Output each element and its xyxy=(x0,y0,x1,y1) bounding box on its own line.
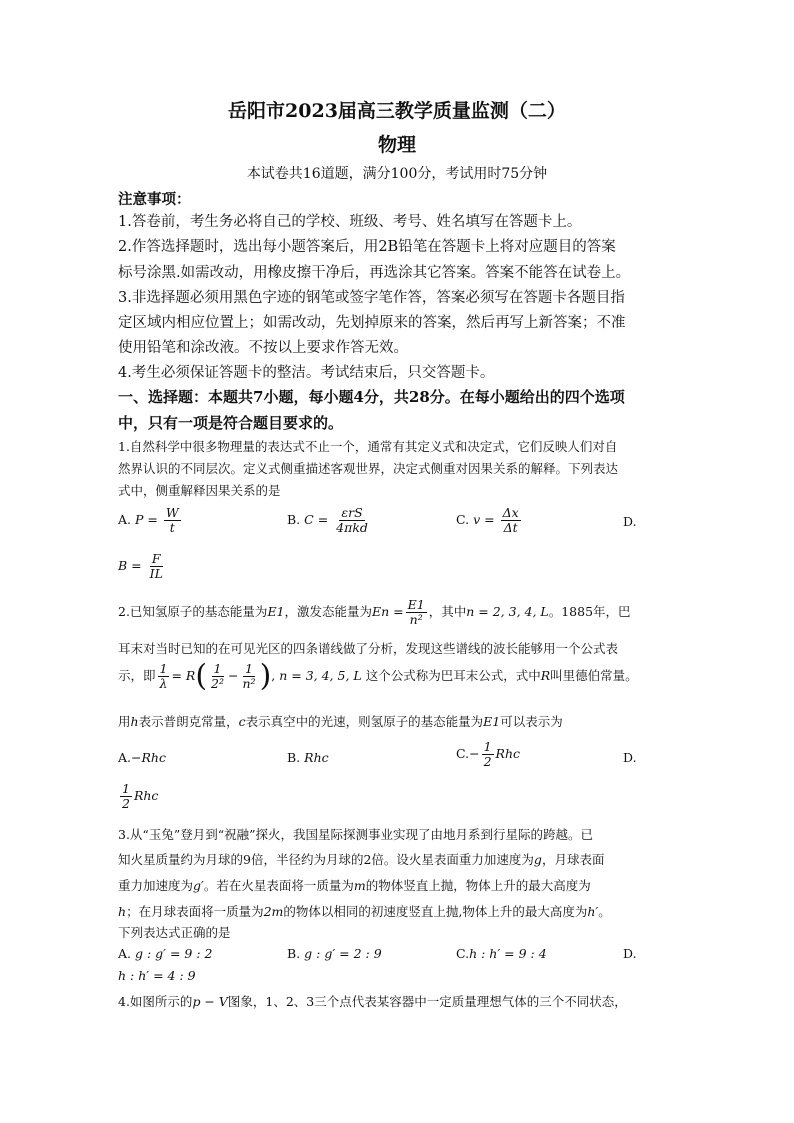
q2-option-d: $\frac{1}{2}$ Rhc xyxy=(122,781,159,811)
question-3-line-3: 重力加速度为g′。若在火星表面将一质量为m的物体竖直上抛，物体上升的最大高度为 xyxy=(118,878,591,893)
note-line: 使用铅笔和涂改液。不按以上要求作答无效。 xyxy=(118,340,408,356)
question-3-line-2: 知火星质量约为月球的9倍，半径约为月球的2倍。设火星表面重力加速度为g，月球表面 xyxy=(118,852,605,867)
page-title: 岳阳市2023届高三教学质量监测（二） xyxy=(228,100,566,122)
question-3-line-4: h；在月球表面将一质量为2m的物体以相同的初速度竖直上抛,物体上升的最大高度为h′。 xyxy=(118,904,611,919)
q3-option-b: B. g : g′ = 2 : 9 xyxy=(287,946,382,961)
question-4-line-1: 4.如图所示的p − V图象，1、2、3三个点代表某容器中一定质量理想气体的三个不同状态， xyxy=(118,994,627,1009)
q1-option-d: B = $\frac{F}{IL}$ xyxy=(118,551,163,581)
q3-option-c: C.h : h′ = 9 : 4 xyxy=(456,946,547,961)
right-paren: ) xyxy=(259,658,272,694)
q3-option-a: A. g : g′ = 9 : 2 xyxy=(118,946,213,961)
note-line: 定区域内相应位置上；如需改动，先划掉原来的答案，然后再写上新答案；不准 xyxy=(118,315,626,331)
fraction: $\frac{1}{\text{2²}}$ xyxy=(211,661,225,691)
q1-option-a: A. P = $\frac{W}{t}$ xyxy=(118,505,179,535)
fraction: $\frac{1}{2}$ xyxy=(483,739,492,769)
q2-option-a: A.−Rhc xyxy=(118,750,166,765)
fraction: $\frac{1}{2}$ xyxy=(122,781,130,811)
note-line: 1.答卷前，考生务必将自己的学校、班级、考号、姓名填写在答题卡上。 xyxy=(118,214,582,230)
fraction: $\frac{1}{\text{n²}}$ xyxy=(242,661,256,691)
left-paren: ( xyxy=(195,658,208,694)
question-1-text: 式中，侧重解释因果关系的是 xyxy=(118,483,281,498)
q1-option-d-label: D. xyxy=(623,514,637,529)
fraction: $\frac{1}{\lambda}$ xyxy=(159,661,168,691)
note-line: 2.作答选择题时，选出每小题答案后，用2B铅笔在答题卡上将对应题目的答案 xyxy=(118,239,616,255)
question-2-line-4: 用h表示普朗克常量，c表示真空中的光速，则氢原子的基态能量为E1可以表示为 xyxy=(118,714,563,729)
fraction: $\frac{\text{εrS}}{\text{4πkd}}$ xyxy=(336,505,368,535)
note-line: 标号涂黑.如需改动，用橡皮擦干净后，再选涂其它答案。答案不能答在试卷上。 xyxy=(118,265,631,281)
fraction: $\frac{F}{IL}$ xyxy=(149,551,163,581)
question-1-text: 1.自然科学中很多物理量的表达式不止一个，通常有其定义式和决定式，它们反映人们对自 xyxy=(118,439,618,454)
question-3-line-5: 下列表达式正确的是 xyxy=(118,925,231,940)
exam-info: 本试卷共16道题，满分100分，考试用时75分钟 xyxy=(246,166,548,182)
note-line: 4.考生必须保证答题卡的整洁。考试结束后，只交答题卡。 xyxy=(118,365,495,381)
q2-option-b: B. Rhc xyxy=(287,750,329,765)
q2-option-c: C.− $\frac{1}{2}$ Rhc xyxy=(456,739,520,769)
section-heading: 中，只有一项是符合题目要求的。 xyxy=(118,414,344,432)
notes-heading: 注意事项： xyxy=(118,191,191,208)
q2-option-d-label: D. xyxy=(623,750,637,765)
fraction: $\frac{E1}{\text{n²}}$ xyxy=(407,597,425,627)
question-2-line-3: 示，即 $\frac{1}{\lambda}$ = R( $\frac{1}{\text{2²}}$ − $\frac{1}{\text{n²}}$ ), n = 3, 4, 5, L 这个公式称为巴耳末公式，式中R叫里德伯常量。 xyxy=(118,658,638,694)
section-heading: 一、选择题：本题共7小题，每小题4分，共28分。在每小题给出的四个选项 xyxy=(118,388,625,406)
q1-option-b: B. C = $\frac{\text{εrS}}{\text{4πkd}}$ xyxy=(287,505,368,535)
question-3-line-1: 3.从“玉兔”登月到“祝融”探火，我国星际探测事业实现了由地月系到行星际的跨越。已 xyxy=(118,827,593,842)
q3-option-d: h : h′ = 4 : 9 xyxy=(118,968,196,983)
question-1-text: 然界认识的不同层次。定义式侧重描述客观世界，决定式侧重对因果关系的解释。下列表达 xyxy=(118,461,619,476)
fraction: $\frac{\Delta x}{\Delta t}$ xyxy=(502,505,519,535)
q3-option-d-label: D. xyxy=(623,946,637,961)
question-2-line-1: 2.已知氢原子的基态能量为E1，激发态能量为En = $\frac{E1}{\text{n²}}$ ，其中n = 2, 3, 4, L。1885年，巴 xyxy=(118,597,631,627)
fraction: $\frac{W}{t}$ xyxy=(165,505,179,535)
subject-heading: 物理 xyxy=(377,134,416,156)
q1-option-c: C. v = $\frac{\Delta x}{\Delta t}$ xyxy=(456,505,519,535)
question-2-line-2: 耳末对当时已知的在可见光区的四条谱线做了分析，发现这些谱线的波长能够用一个公式表 xyxy=(118,641,619,656)
note-line: 3.非选择题必须用黑色字迹的钢笔或签字笔作答，答案必须写在答题卡各题目指 xyxy=(118,290,625,306)
